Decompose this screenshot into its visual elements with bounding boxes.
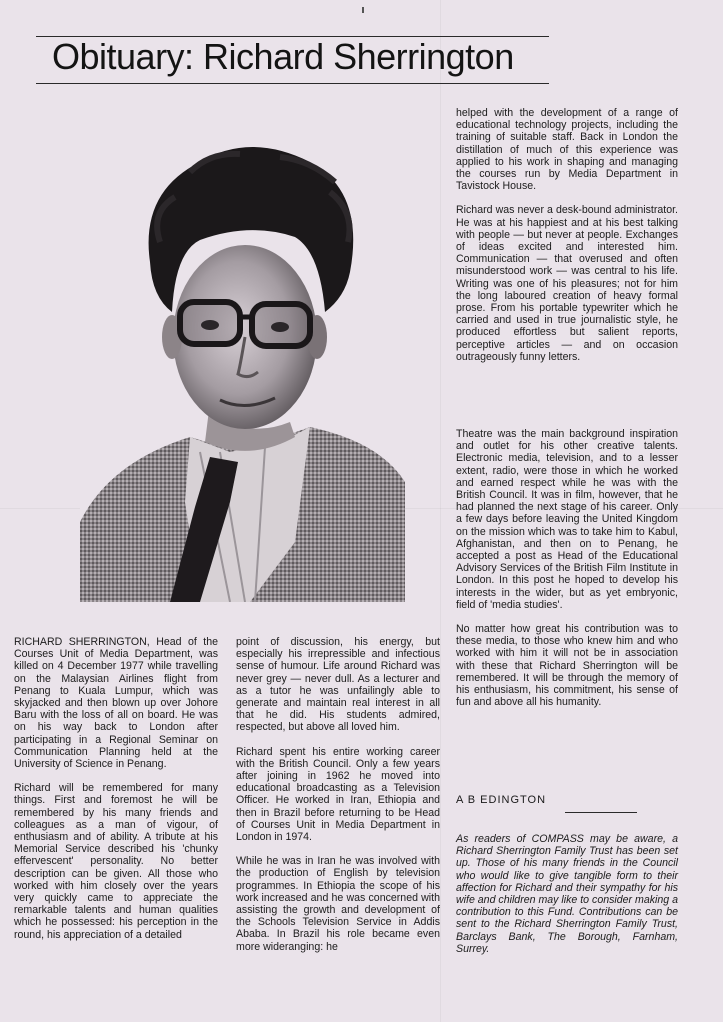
intro-paragraph bbox=[14, 636, 218, 770]
intro-text: Head of the Courses Unit of Media Department, was killed on 4 December 1977 while travelling on the Malaysian Airlines flight from Penang to Kuala Lumpur, which was skyjacked and then blown up over Johore Baru with the loss of all on board. He was on his way back to London after participating in a Regional Seminar on Communication Planning held at the University of Science in Penang. bbox=[14, 636, 218, 771]
column-2 bbox=[236, 636, 440, 965]
portrait-photo bbox=[80, 122, 405, 602]
fold-crease-vertical bbox=[440, 0, 441, 1022]
author-signature: A B EDINGTON bbox=[456, 794, 547, 806]
subject-name: RICHARD SHERRINGTON, bbox=[14, 636, 150, 648]
signature-rule bbox=[565, 812, 637, 813]
paragraph: Theatre was the main background inspiration and outlet for his other creative talents. Electronic media, television, and to a lesser extent, radio, were those in which he worked and earned respect while he was with the British Council. It was in film, however, that he had planned the next stage of his career. Only a few days before leaving the United Kingdom on the mission which was to take him to Kabul, Afghanistan, and then on to Penang, he accepted a post as Head of the Educational Advisory Services of the British Film Institute in London. In this post he hoped to develop his interests in the wider, but as yet embryonic, field of 'media studies'. bbox=[456, 428, 678, 611]
trust-note: As readers of COMPASS may be aware, a Richard Sherrington Family Trust has been set up. Those of his many friends in the Council who would like to give tangible form to their affection for Richard and their sympathy for his wife and children may like to consider making a contribution to this Fund. Contributions can be sent to the Richard Sherrington Family Trust, Barclays Bank, The Borough, Farnham, Surrey. bbox=[456, 833, 678, 955]
paragraph: Richard spent his entire working career with the British Council. Only a few years after joining in 1962 he moved into educational broadcasting as a Television Officer. He worked in Iran, Ethiopia and then in Brazil before returning to be Head of Courses Unit in Media Department in London in 1974. bbox=[236, 745, 440, 844]
paragraph: Richard was never a desk-bound administrator. He was at his happiest and at his best talking with people — but never at people. Exchanges of ideas excited and interested him. Communication — that overused and often misunderstood work — was central to his life. Writing was one of his pleasures; not for him the long laboured creation of heavy formal prose. From his portable typewriter which he carried and used in true journalistic style, he produced effortless but salient reports, perceptive articles — and on occasion outrageously funny letters. bbox=[456, 204, 678, 363]
paragraph: Richard will be remembered for many things. First and foremost he will be remembered by his many friends and colleagues as a man of vigour, of enthusiasm and of ability. A tribute at his Memorial Service described his 'chunky effervescent' personality. No better description can be given. All those who worked with him closely over the years very quickly came to appreciate the remarkable talents and human qualities which he possessed: his perception in the round, his appreciation of a detailed bbox=[14, 782, 218, 941]
punch-mark bbox=[362, 7, 364, 13]
paragraph: While he was in Iran he was involved with the production of English by television programmes. In Ethiopia the scope of his work increased and he was concerned with assisting the growth and development of the Schools Television Service in Addis Ababa. In Brazil his role became even more wideranging: he bbox=[236, 855, 440, 953]
paragraph: helped with the development of a range of educational technology projects, including the training of suitable staff. Back in London the distillation of much of this experience was applied to his work in shaping and managing the courses run by Media Department in Tavistock House. bbox=[456, 107, 678, 193]
page-title: Obituary: Richard Sherrington bbox=[52, 36, 514, 77]
paragraph: No matter how great his contribution was to these media, to those who knew him and who worked with him it will not be in association with these that Richard Sherrington will be remembered. It will be through the memory of his enthusiasm, his commitment, his sense of fun and above all his humanity. bbox=[456, 623, 678, 709]
column-3-top bbox=[456, 107, 678, 375]
paragraph: point of discussion, his energy, but especially his irrepressible and infectious sense of humour. Life around Richard was never grey — never dull. As a lecturer and as a tutor he was unfailingly able to generate and maintain real interest in all that he did. His students admired, respected, but above all loved him. bbox=[236, 636, 440, 734]
column-3-bottom bbox=[456, 428, 678, 720]
column-1 bbox=[14, 636, 218, 953]
title-rule-bottom bbox=[36, 83, 549, 84]
